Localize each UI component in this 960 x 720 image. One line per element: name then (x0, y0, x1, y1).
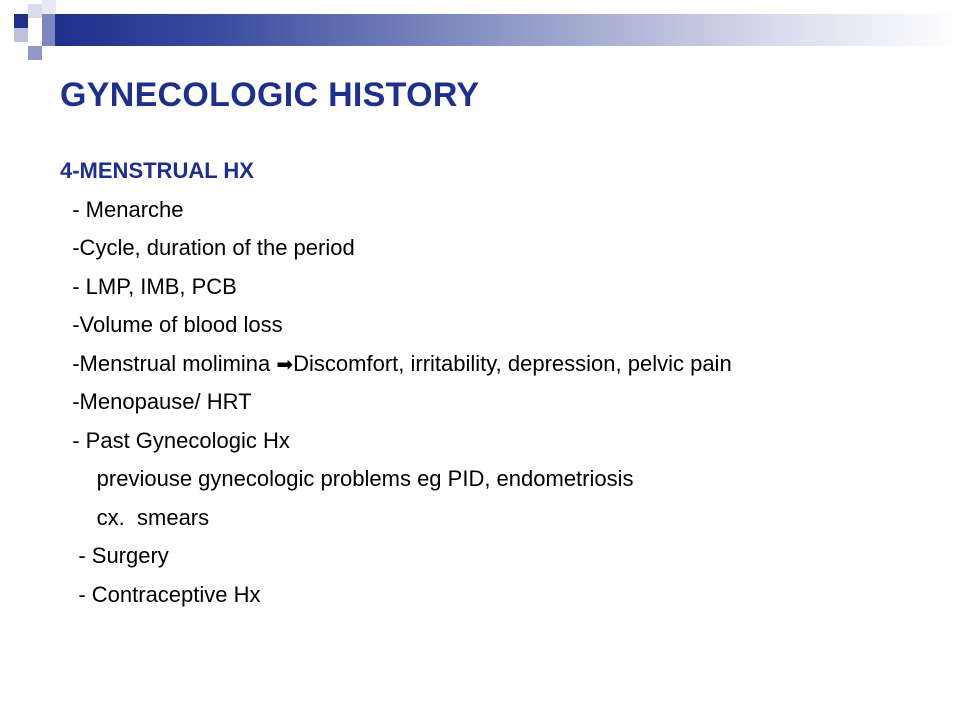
decorative-square (42, 0, 56, 14)
section-heading: 4-MENSTRUAL HX (60, 158, 254, 183)
list-item: -Volume of blood loss (60, 312, 283, 337)
decorative-square (14, 28, 28, 42)
list-item: - Past Gynecologic Hx (60, 427, 290, 453)
list-item: -Menopause/ HRT (60, 389, 252, 414)
molimina-label: -Menstrual molimina (60, 350, 277, 376)
slide-title: GYNECOLOGIC HISTORY (60, 76, 480, 114)
slide-body (60, 152, 950, 614)
decorative-square (28, 28, 42, 46)
list-item: - LMP, IMB, PCB (60, 273, 237, 299)
list-item: previouse gynecologic problems eg PID, endometriosis (60, 466, 634, 491)
list-item: - Menarche (60, 196, 184, 222)
list-item: -Cycle, duration of the period (60, 235, 355, 260)
list-item: - Surgery (60, 543, 169, 568)
header-gradient-bar (55, 14, 960, 46)
decorative-square (28, 46, 42, 60)
right-arrow-icon: ➡ (276, 353, 294, 376)
list-item: cx. smears (60, 504, 210, 530)
list-item-molimina (60, 345, 950, 384)
molimina-symptoms: Discomfort, irritability, depression, pelvic pain (293, 350, 732, 376)
decorative-square (28, 4, 42, 18)
decorative-square (42, 14, 55, 46)
list-item: - Contraceptive Hx (60, 581, 261, 607)
decorative-square (14, 14, 28, 28)
